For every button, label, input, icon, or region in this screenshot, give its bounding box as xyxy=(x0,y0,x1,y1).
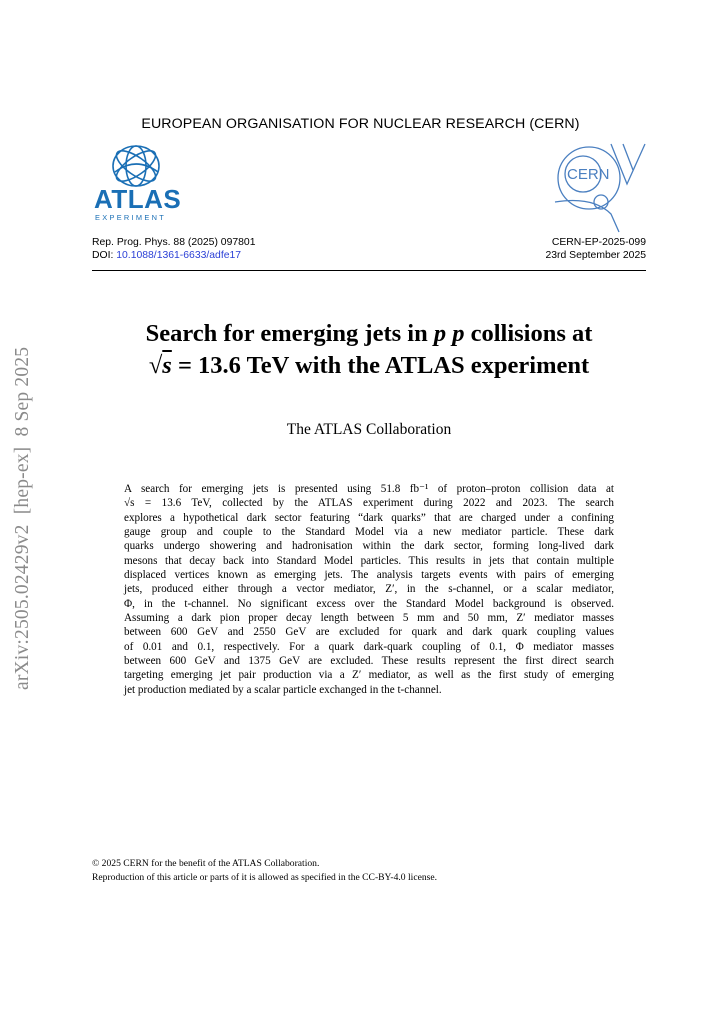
abstract-line: displaced vertices known as emerging jets. The analysis targets events with pairs of emerging xyxy=(124,569,614,582)
organisation-heading: EUROPEAN ORGANISATION FOR NUCLEAR RESEARCH (CERN) xyxy=(141,116,580,132)
report-info xyxy=(545,236,646,262)
doi-link[interactable]: 10.1088/1361-6633/adfe17 xyxy=(116,250,242,261)
report-number: CERN-EP-2025-099 xyxy=(551,237,646,248)
doi-label: DOI: xyxy=(92,250,117,261)
atlas-subtitle: EXPERIMENT xyxy=(95,213,167,222)
report-date: 23rd September 2025 xyxy=(545,250,646,261)
journal-reference: Rep. Prog. Phys. 88 (2025) 097801 xyxy=(92,237,256,248)
title-text-end: collisions at xyxy=(464,320,593,347)
atlas-globe-icon xyxy=(106,142,164,188)
abstract-line: jets, produced either through a vector mediator, Z′, in the s-channel, or a scalar mediator, xyxy=(124,583,614,596)
sqrt-symbol: √ xyxy=(148,352,163,379)
title-text: Search for emerging jets in xyxy=(145,320,434,347)
title-pp: p p xyxy=(433,320,465,347)
copyright-notice: © 2025 CERN for the benefit of the ATLAS Collaboration. xyxy=(92,858,320,869)
abstract-line: Φ, in the t-channel. No significant excess over the Standard Model background is observed. xyxy=(124,597,614,610)
header-divider xyxy=(92,270,646,271)
doi-line xyxy=(92,249,255,262)
abstract-line: of 0.01 and 0.1, respectively. For a quark dark-quark coupling of 0.1, Φ mediator masses xyxy=(124,640,614,653)
title-text-2: = 13.6 TeV with the ATLAS experiment xyxy=(171,352,590,379)
license-notice: Reproduction of this article or parts of it is allowed as specified in the CC-BY-4.0 license. xyxy=(92,871,438,883)
atlas-logo xyxy=(92,142,182,228)
cern-rings-icon xyxy=(553,140,649,234)
abstract-line: A search for emerging jets is presented using 51.8 fb⁻¹ of proton–proton collision data at xyxy=(124,483,614,495)
cern-wordmark: CERN xyxy=(567,166,610,183)
abstract-line: Assuming a dark pion proper decay length between 5 mm and 50 mm, Z′ mediator masses xyxy=(124,612,614,625)
abstract-line: targeting emerging jet pair production via a Z′ mediator, as well as the first study of emerging xyxy=(124,669,614,682)
arxiv-stamp[interactable]: arXiv:2505.02429v2 [hep-ex] 8 Sep 2025 xyxy=(12,346,33,690)
abstract-line: √s = 13.6 TeV, collected by the ATLAS experiment during 2022 and 2023. The search xyxy=(124,497,614,510)
author-line: The ATLAS Collaboration xyxy=(286,421,452,438)
publication-info xyxy=(92,236,255,262)
abstract-line: between 600 GeV and 1375 GeV are excluded. These results represent the first direct search xyxy=(124,655,614,668)
abstract-line: jet production mediated by a scalar particle exchanged in the t-channel. xyxy=(124,683,442,696)
abstract xyxy=(124,482,614,697)
title-s: s xyxy=(162,352,172,379)
abstract-line: mesons that decay back into Standard Model particles. This results in jets that contain multiple xyxy=(124,554,614,567)
abstract-line: between 600 GeV and 2550 GeV are excluded for quark and dark quark coupling values xyxy=(124,626,614,639)
atlas-wordmark: ATLAS xyxy=(94,184,182,214)
footer xyxy=(92,857,437,885)
paper-title-line-2 xyxy=(92,350,646,382)
abstract-line: explores a hypothetical dark sector featuring “dark quarks” that are charged under a confining xyxy=(124,511,614,524)
cern-logo xyxy=(553,140,649,239)
abstract-line: quarks undergo showering and hadronisation within the dark sector, forming long-lived dark xyxy=(124,540,614,553)
paper-title-line-1 xyxy=(92,318,646,350)
abstract-line: gauge group and couple to the Standard Model via a new mediator particle. These dark xyxy=(124,526,614,539)
